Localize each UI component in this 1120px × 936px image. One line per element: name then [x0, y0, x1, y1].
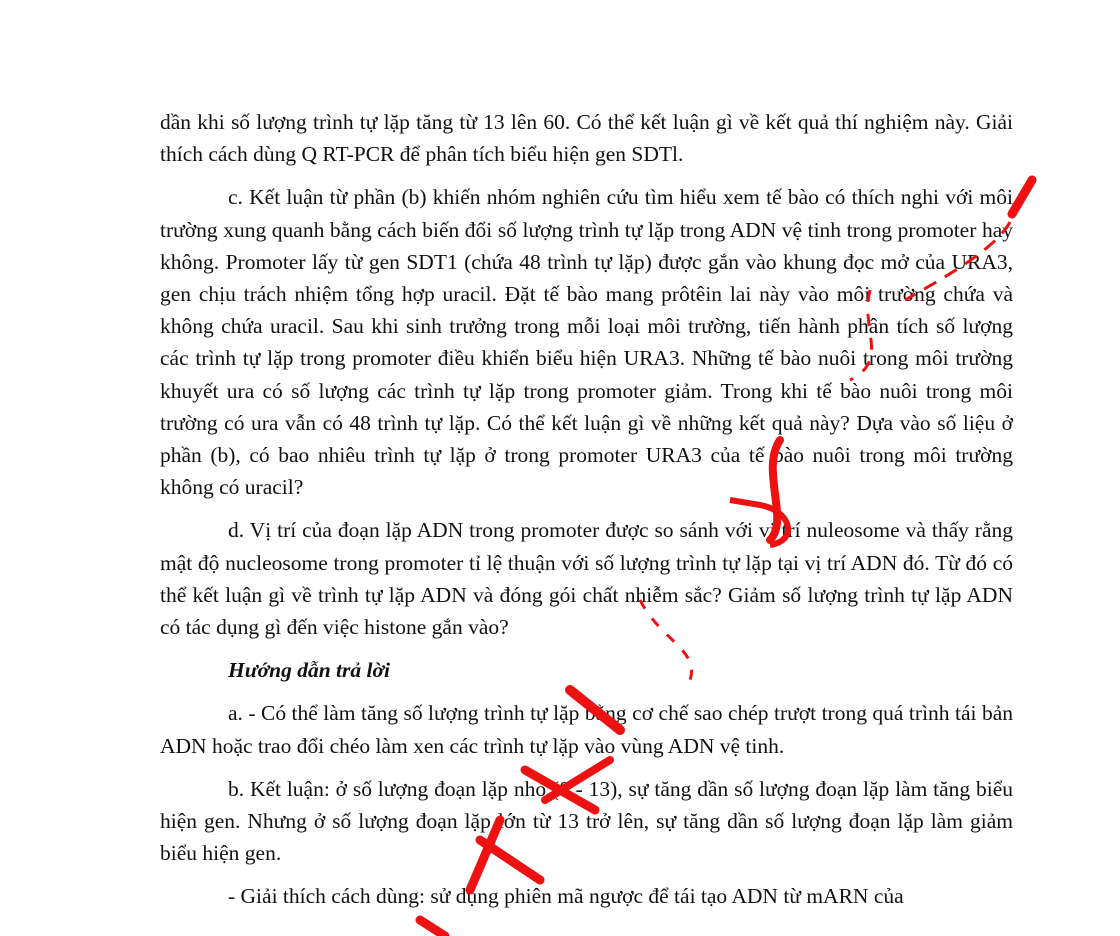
document-body: [160, 106, 1013, 924]
paragraph-intro: dần khi số lượng trình tự lặp tăng từ 13 lên 60. Có thể kết luận gì về kết quả thí nghiệm này. Giải thích cách dùng Q RT-PCR để phân tích biểu hiện gen SDTl.: [160, 110, 1013, 167]
paragraph-answer-b-explain: - Giải thích cách dùng: sử dụng phiên mã ngược để tái tạo ADN từ mARN của: [228, 884, 904, 909]
paragraph-answer-a: a. - Có thể làm tăng số lượng trình tự lặp bằng cơ chế sao chép trượt trong quá trình tái bản ADN hoặc trao đổi chéo làm xen các trình tự lặp vào vùng ADN vệ tinh.: [160, 701, 1013, 758]
paragraph-answer-b: b. Kết luận: ở số lượng đoạn lặp nhỏ (0 - 13), sự tăng dần số lượng đoạn lặp làm tăng biểu hiện gen. Nhưng ở số lượng đoạn lặp lớn từ 13 trở lên, sự tăng dần số lượng đoạn lặp làm giảm biểu hiện gen.: [160, 776, 1013, 866]
paragraph-question-c: c. Kết luận từ phần (b) khiến nhóm nghiên cứu tìm hiểu xem tế bào có thích nghi với môi trường xung quanh bằng cách biến đổi số lượng trình tự lặp trong ADN vệ tinh trong promoter hay không. Promoter lấy từ gen SDT1 (chứa 48 trình tự lặp) được gắn vào khung đọc mở của URA3, gen chịu trách nhiệm tổng hợp uracil. Đặt tế bào mang prôtêin lai này vào môi trường chứa và không chứa uracil. Sau khi sinh trưởng trong mỗi loại môi trường, tiến hành phân tích số lượng các trình tự lặp trong promoter điều khiển biểu hiện URA3. Những tế bào nuôi trong môi trường khuyết ura có số lượng các trình tự lặp trong promoter giảm. Trong khi tế bào nuôi trong môi trường có ura vẫn có 48 trình tự lặp. Có thể kết luận gì về những kết quả này? Dựa vào số liệu ở phần (b), có bao nhiêu trình tự lặp ở trong promoter URA3 của tế bào nuôi trong môi trường không có uracil?: [160, 185, 1013, 500]
watermark-stroke-a: [1012, 180, 1032, 214]
paragraph-question-d: d. Vị trí của đoạn lặp ADN trong promoter được so sánh với vị trí nuleosome và thấy rằng mật độ nucleosome trong promoter tỉ lệ thuận với số lượng trình tự lặp tại vị trí ADN đó. Từ đó có thể kết luận gì về trình tự lặp ADN và đóng gói chất nhiễm sắc? Giảm số lượng trình tự lặp ADN có tác dụng gì đến việc histone gắn vào?: [160, 518, 1013, 640]
answer-heading: Hướng dẫn trả lời: [228, 658, 391, 683]
